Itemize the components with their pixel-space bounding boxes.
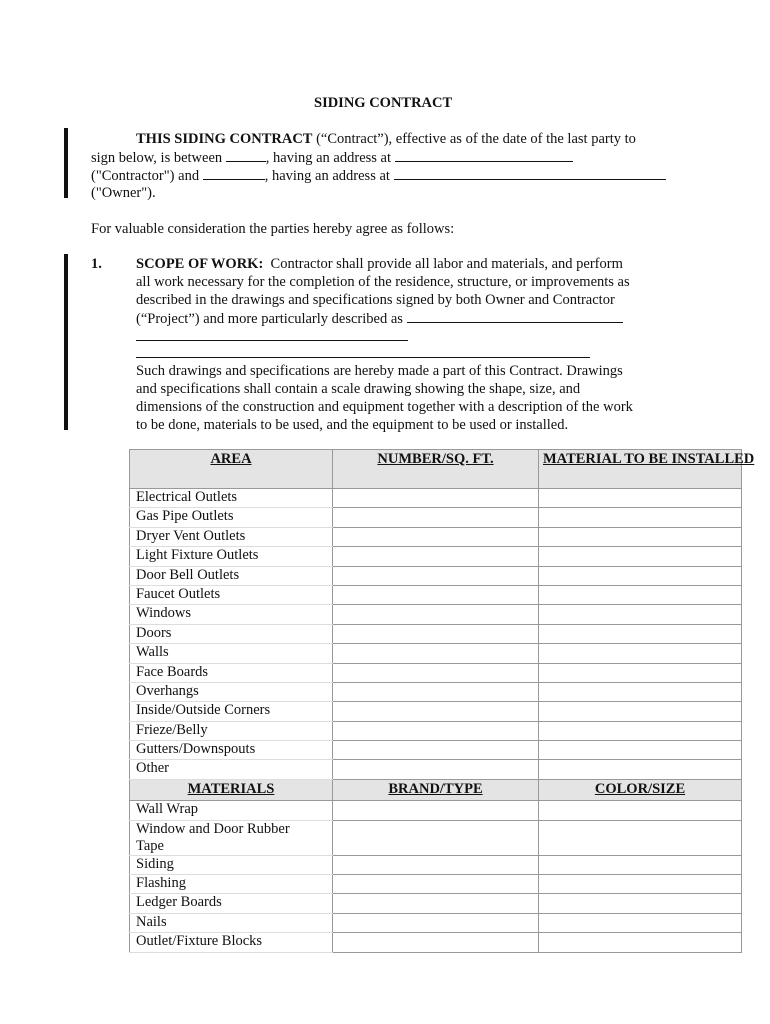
scope-para2-line-1: Such drawings and specifications are hereby made a part of this Contract. Drawings: [136, 363, 623, 379]
material-installed-header: MATERIAL TO BE INSTALLED: [539, 450, 742, 489]
area-cell: Light Fixture Outlets: [130, 547, 333, 566]
brand-type-header: BRAND/TYPE: [333, 779, 539, 800]
material-cell[interactable]: [539, 566, 742, 585]
color-cell[interactable]: [539, 801, 742, 820]
area-cell: Windows: [130, 605, 333, 624]
table-row: [130, 721, 742, 740]
area-cell: Frieze/Belly: [130, 721, 333, 740]
area-cell: Face Boards: [130, 663, 333, 682]
number-cell[interactable]: [333, 760, 539, 779]
intro-line-2-a: sign below, is between: [91, 150, 223, 166]
material-cell[interactable]: [539, 527, 742, 546]
project-description-line-2[interactable]: [136, 340, 408, 341]
table-row: [130, 933, 742, 952]
material-cell[interactable]: [539, 702, 742, 721]
brand-cell[interactable]: [333, 913, 539, 932]
area-cell: Faucet Outlets: [130, 585, 333, 604]
scope-heading: SCOPE OF WORK:: [136, 256, 264, 272]
project-description-blank[interactable]: [407, 309, 623, 323]
scope-line-1: [136, 255, 623, 273]
revision-bar: [64, 128, 68, 198]
intro-line-3-b: , having an address at: [264, 168, 390, 184]
intro-line-1-text: (“Contract”), effective as of the date of the last party to: [312, 131, 636, 147]
table-row: [130, 508, 742, 527]
scope-line-2: all work necessary for the completion of the residence, structure, or improvements as: [136, 274, 630, 290]
material-cell[interactable]: [539, 663, 742, 682]
number-cell[interactable]: [333, 644, 539, 663]
table-row: [130, 702, 742, 721]
scope-para2-line-3: dimensions of the construction and equipment together with a description of the work: [136, 399, 633, 415]
number-sqft-header: NUMBER/SQ. FT.: [333, 450, 539, 489]
number-cell[interactable]: [333, 489, 539, 508]
number-cell[interactable]: [333, 527, 539, 546]
material-cell: Wall Wrap: [130, 801, 333, 820]
material-cell: Window and Door Rubber Tape: [130, 820, 333, 855]
table-row: [130, 760, 742, 779]
brand-cell[interactable]: [333, 875, 539, 894]
number-cell[interactable]: [333, 585, 539, 604]
contractor-name-blank[interactable]: [226, 148, 266, 162]
area-cell: Door Bell Outlets: [130, 566, 333, 585]
color-cell[interactable]: [539, 894, 742, 913]
material-cell: Nails: [130, 913, 333, 932]
contractor-address-blank[interactable]: [395, 148, 573, 162]
intro-line-2-b: , having an address at: [265, 150, 392, 166]
material-cell: Outlet/Fixture Blocks: [130, 933, 333, 952]
table-row: [130, 894, 742, 913]
area-header: AREA: [130, 450, 333, 489]
materials-header-row: [130, 779, 742, 800]
brand-cell[interactable]: [333, 855, 539, 874]
number-cell[interactable]: [333, 547, 539, 566]
area-cell: Doors: [130, 624, 333, 643]
scope-line-4: [136, 309, 623, 328]
area-cell: Gas Pipe Outlets: [130, 508, 333, 527]
number-cell[interactable]: [333, 508, 539, 527]
table-row: [130, 547, 742, 566]
color-cell[interactable]: [539, 933, 742, 952]
intro-line-4: ("Owner").: [91, 185, 156, 201]
table-row: [130, 820, 742, 855]
area-header-row: [130, 450, 742, 489]
intro-line-3: [91, 166, 666, 185]
scope-line-3: described in the drawings and specifications signed by both Owner and Contractor: [136, 292, 615, 308]
number-cell[interactable]: [333, 702, 539, 721]
intro-bold-lead: THIS SIDING CONTRACT: [136, 131, 313, 147]
material-cell[interactable]: [539, 605, 742, 624]
number-cell[interactable]: [333, 566, 539, 585]
revision-bar: [64, 254, 68, 430]
materials-header: MATERIALS: [130, 779, 333, 800]
number-cell[interactable]: [333, 682, 539, 701]
material-cell[interactable]: [539, 547, 742, 566]
color-cell[interactable]: [539, 855, 742, 874]
material-cell[interactable]: [539, 585, 742, 604]
table-row: [130, 527, 742, 546]
scope-line-1-text: Contractor shall provide all labor and materials, and perform: [270, 256, 623, 272]
area-cell: Gutters/Downspouts: [130, 741, 333, 760]
scope-para2-line-4: to be done, materials to be used, and the equipment to be used or installed.: [136, 417, 569, 433]
brand-cell[interactable]: [333, 801, 539, 820]
table-row: [130, 585, 742, 604]
material-cell[interactable]: [539, 644, 742, 663]
area-cell: Dryer Vent Outlets: [130, 527, 333, 546]
table-row: [130, 566, 742, 585]
area-cell: Inside/Outside Corners: [130, 702, 333, 721]
owner-address-blank[interactable]: [394, 166, 666, 180]
material-cell[interactable]: [539, 741, 742, 760]
color-cell[interactable]: [539, 875, 742, 894]
table-row: [130, 489, 742, 508]
number-cell[interactable]: [333, 663, 539, 682]
material-cell[interactable]: [539, 721, 742, 740]
intro-line-3-a: ("Contractor") and: [91, 168, 200, 184]
number-cell[interactable]: [333, 605, 539, 624]
brand-cell[interactable]: [333, 933, 539, 952]
table-row: [130, 875, 742, 894]
table-row: [130, 682, 742, 701]
table-row: [130, 913, 742, 932]
table-row: [130, 644, 742, 663]
table-row: [130, 624, 742, 643]
color-cell[interactable]: [539, 913, 742, 932]
material-cell: Ledger Boards: [130, 894, 333, 913]
scope-para2-line-2: and specifications shall contain a scale drawing showing the shape, size, and: [136, 381, 581, 397]
number-cell[interactable]: [333, 624, 539, 643]
area-cell: Walls: [130, 644, 333, 663]
area-cell: Electrical Outlets: [130, 489, 333, 508]
number-cell[interactable]: [333, 721, 539, 740]
table-row: [130, 605, 742, 624]
material-cell[interactable]: [539, 760, 742, 779]
area-cell: Overhangs: [130, 682, 333, 701]
document-title: SIDING CONTRACT: [314, 95, 453, 111]
consideration-text: For valuable consideration the parties hereby agree as follows:: [91, 221, 455, 237]
table-row: [130, 741, 742, 760]
scope-line-4-text: (“Project”) and more particularly described as: [136, 311, 403, 327]
table-row: [130, 855, 742, 874]
material-cell[interactable]: [539, 624, 742, 643]
work-table: [129, 449, 755, 953]
brand-cell[interactable]: [333, 894, 539, 913]
material-cell[interactable]: [539, 682, 742, 701]
material-cell[interactable]: [539, 508, 742, 527]
owner-name-blank[interactable]: [203, 166, 265, 180]
area-cell: Other: [130, 760, 333, 779]
section-number: 1.: [91, 256, 102, 272]
material-cell[interactable]: [539, 489, 742, 508]
material-cell: Flashing: [130, 875, 333, 894]
intro-line-1: [136, 130, 636, 148]
table-row: [130, 801, 742, 820]
project-description-line-3[interactable]: [136, 357, 590, 358]
color-size-header: COLOR/SIZE: [539, 779, 742, 800]
material-cell: Siding: [130, 855, 333, 874]
table-row: [130, 663, 742, 682]
color-cell[interactable]: [539, 820, 742, 855]
number-cell[interactable]: [333, 741, 539, 760]
brand-cell[interactable]: [333, 820, 539, 855]
intro-line-2: [91, 148, 573, 167]
